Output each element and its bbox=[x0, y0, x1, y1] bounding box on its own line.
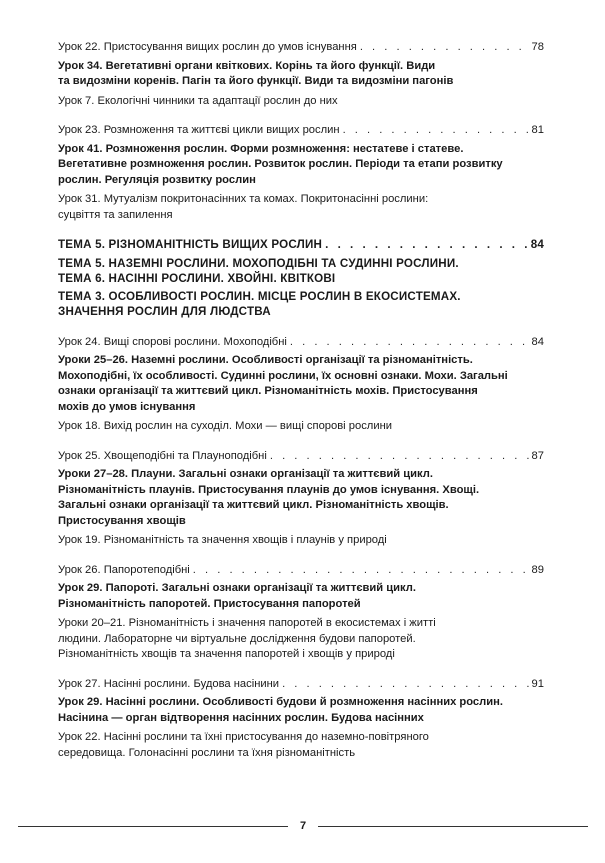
entry-line: Уроки 25–26. Наземні рослини. Особливості організації та різноманітність. bbox=[58, 354, 473, 366]
entry-line: Урок 31. Мутуалізм покритонасінних та комах. Покритонасінні рослини: bbox=[58, 193, 429, 205]
entry-line: Урок 41. Розмноження рослин. Форми розмноження: нестатеве і статеве. bbox=[58, 142, 464, 155]
toc-page-number: 91 bbox=[531, 677, 544, 690]
toc-group bbox=[58, 677, 544, 762]
topic-subheading bbox=[58, 289, 544, 319]
toc-heading[interactable] bbox=[58, 123, 544, 139]
dot-leader bbox=[343, 123, 529, 139]
entry-line: Урок 34. Вегетативні органи квіткових. Корінь та його функції. Види bbox=[58, 59, 436, 72]
toc-heading[interactable] bbox=[58, 563, 544, 579]
toc-entry bbox=[58, 616, 544, 663]
entry-line: Пристосування хвощів bbox=[58, 514, 186, 527]
toc-entry bbox=[58, 94, 544, 110]
entry-line: рослин. Регуляція розвитку рослин bbox=[58, 173, 256, 186]
toc-entry bbox=[58, 533, 544, 549]
dot-leader bbox=[360, 40, 529, 56]
topic-subheading bbox=[58, 256, 544, 286]
entry-line: Урок 7. Екологічні чинники та адаптації рослин до них bbox=[58, 94, 338, 107]
entry-line: мохів до умов існування bbox=[58, 400, 196, 413]
toc-page bbox=[58, 40, 544, 775]
entry-line: Вегетативне розмноження рослин. Розвиток рослин. Періоди та етапи розвитку bbox=[58, 158, 503, 170]
toc-group bbox=[58, 123, 544, 223]
toc-title: Урок 27. Насінні рослини. Будова насінини bbox=[58, 677, 280, 690]
toc-entry bbox=[58, 467, 544, 529]
entry-line: Мохоподібні, їх особливості. Судинні рослини, їх основні ознаки. Мохи. Загальні bbox=[58, 369, 508, 382]
dot-leader bbox=[270, 449, 529, 465]
toc-title: Урок 25. Хвощеподібні та Плауноподібні bbox=[58, 449, 267, 462]
toc-page-number: 78 bbox=[531, 41, 544, 53]
toc-title: Урок 22. Пристосування вищих рослин до умов існування bbox=[58, 41, 357, 53]
page-footer bbox=[18, 820, 588, 832]
footer-rule-left bbox=[18, 826, 288, 827]
entry-line: людини. Лабораторне чи віртуальне дослідження будови папоротей. bbox=[58, 632, 416, 645]
entry-line: Різноманітність папоротей. Пристосування папоротей bbox=[58, 597, 361, 610]
dot-leader bbox=[290, 335, 529, 351]
toc-title: Урок 24. Вищі спорові рослини. Мохоподібні bbox=[58, 335, 287, 348]
toc-entry bbox=[58, 142, 544, 189]
toc-title: Урок 23. Розмноження та життєві цикли вищих рослин bbox=[58, 124, 340, 136]
entry-line: Насінина — орган відтворення насінних рослин. Будова насінних bbox=[58, 711, 424, 724]
entry-line: Урок 29. Насінні рослини. Особливості будови й розмноження насінних рослин. bbox=[58, 696, 504, 708]
topic-line: ТЕМА 5. НАЗЕМНІ РОСЛИНИ. МОХОПОДІБНІ ТА СУДИННІ РОСЛИНИ. bbox=[58, 256, 459, 270]
topic-line: ЗНАЧЕННЯ РОСЛИН ДЛЯ ЛЮДСТВА bbox=[58, 304, 271, 318]
toc-page-number: 84 bbox=[530, 238, 544, 251]
entry-line: Урок 18. Вихід рослин на суходіл. Мохи — вищі спорові рослини bbox=[58, 420, 393, 432]
dot-leader bbox=[325, 237, 528, 253]
entry-line: та видозміни коренів. Пагін та його функції. Види та видозміни пагонів bbox=[58, 75, 454, 87]
entry-line: суцвіття та запилення bbox=[58, 208, 173, 221]
toc-entry bbox=[58, 419, 544, 435]
entry-line: Урок 19. Різноманітність та значення хвощів і плаунів у природі bbox=[58, 534, 387, 546]
toc-group bbox=[58, 335, 544, 435]
toc-entry bbox=[58, 730, 544, 761]
toc-heading[interactable] bbox=[58, 449, 544, 465]
topic-line: ТЕМА 6. НАСІННІ РОСЛИНИ. ХВОЙНІ. КВІТКОВІ bbox=[58, 271, 336, 285]
dot-leader bbox=[282, 677, 528, 693]
entry-line: Різноманітність плаунів. Пристосування плаунів до умов існування. Хвощі. bbox=[58, 483, 480, 496]
entry-line: Різноманітність хвощів та значення папоротей і хвощів у природі bbox=[58, 648, 395, 660]
entry-line: Урок 22. Насінні рослини та їхні пристосування до наземно-повітряного bbox=[58, 731, 429, 743]
toc-page-number: 81 bbox=[531, 124, 544, 136]
topic-title: ТЕМА 5. РІЗНОМАНІТНІСТЬ ВИЩИХ РОСЛИН bbox=[58, 238, 323, 251]
topic-heading[interactable] bbox=[58, 237, 544, 253]
toc-page-number: 87 bbox=[531, 449, 544, 462]
toc-entry bbox=[58, 695, 544, 726]
topic-block bbox=[58, 237, 544, 319]
toc-group bbox=[58, 449, 544, 549]
entry-line: Уроки 27–28. Плауни. Загальні ознаки організації та життєвий цикл. bbox=[58, 468, 433, 480]
toc-title: Урок 26. Папоротеподібні bbox=[58, 563, 190, 576]
toc-entry bbox=[58, 59, 544, 90]
toc-group bbox=[58, 563, 544, 663]
topic-line: ТЕМА 3. ОСОБЛИВОСТІ РОСЛИН. МІСЦЕ РОСЛИН В ЕКОСИСТЕМАХ. bbox=[58, 289, 461, 303]
footer-page-number: 7 bbox=[299, 820, 307, 832]
toc-page-number: 84 bbox=[531, 335, 544, 348]
dot-leader bbox=[193, 563, 529, 579]
toc-entry bbox=[58, 192, 544, 223]
toc-heading[interactable] bbox=[58, 335, 544, 351]
entry-line: ознаки організації та життєвий цикл. Різноманітність мохів. Пристосування bbox=[58, 385, 478, 397]
toc-entry bbox=[58, 581, 544, 612]
toc-group bbox=[58, 40, 544, 109]
footer-rule-right bbox=[318, 826, 588, 827]
entry-line: Урок 29. Папороті. Загальні ознаки організації та життєвий цикл. bbox=[58, 582, 416, 594]
toc-entry bbox=[58, 353, 544, 415]
entry-line: Загальні ознаки організації та життєвий цикл. Різноманітність хвощів. bbox=[58, 499, 449, 511]
toc-heading[interactable] bbox=[58, 40, 544, 56]
toc-heading[interactable] bbox=[58, 677, 544, 693]
entry-line: середовища. Голонасінні рослини та їхня різноманітність bbox=[58, 746, 356, 759]
entry-line: Уроки 20–21. Різноманітність і значення папоротей в екосистемах і житті bbox=[58, 617, 436, 629]
toc-page-number: 89 bbox=[531, 563, 544, 576]
